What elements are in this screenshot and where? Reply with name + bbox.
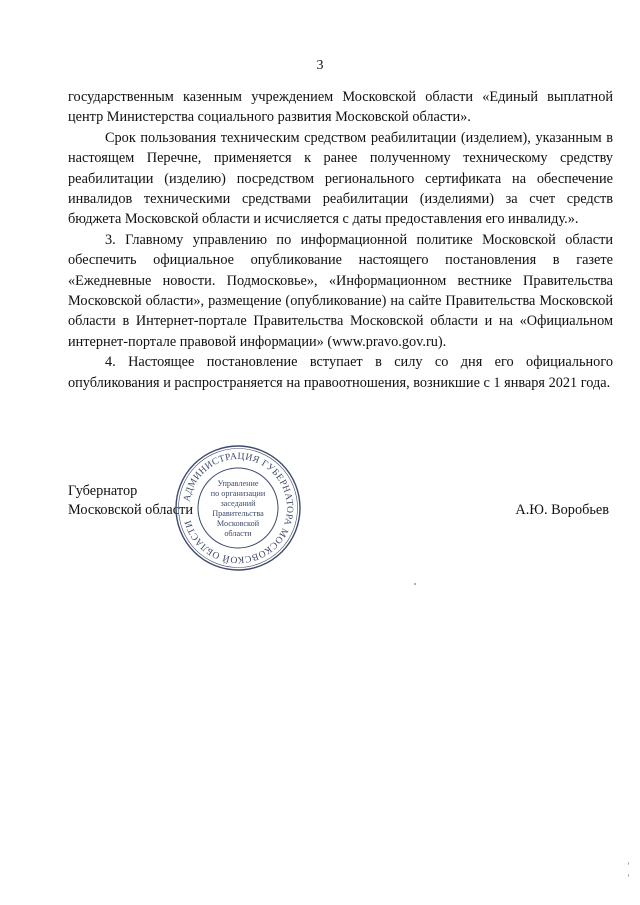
official-seal — [172, 442, 304, 574]
paragraph-publication: 3. Главному управлению по информационной политике Московской области обеспечить официальное опубликование настоящего постановления в газете «Ежедневные новости. Подмосковье», «Информационном вестнике Правительства Московской области», размещение (опубликование) на сайте Правительства Московской области в Интернет-портале Правительства Московской области и на «Официальном интернет-портале правовой информации» (www.pravo.gov.ru). — [68, 231, 613, 350]
seal-ring-text: АДМИНИСТРАЦИЯ ГУБЕРНАТОРА МОСКОВСКОЙ ОБЛАСТИ — [181, 450, 296, 566]
seal-graphic — [172, 442, 304, 574]
seal-outer-ring — [176, 446, 300, 570]
seal-inner-line2: по организации — [210, 489, 266, 498]
signer-title-line2: Московской области — [68, 502, 193, 518]
document-body — [68, 87, 613, 393]
seal-inner-line1: Управление — [217, 479, 259, 488]
paragraph-effective-date: 4. Настоящее постановление вступает в силу со дня его официального опубликования и распространяется на правоотношения, возникшие с 1 января 2021 года. — [68, 354, 613, 391]
paragraph-usage-period: Срок пользования техническим средством реабилитации (изделием), указанным в настоящем Перечне, применяется к ранее полученному техническому средству реабилитации (изделию) посредством регионального сертификата на обеспечение инвалидов техническими средствами реабилитации (изделиями) за счет средств бюджета Московской области и исчисляется с даты предоставления его инвалиду.». — [68, 129, 613, 228]
signature-block — [68, 450, 613, 600]
seal-inner-line5: Московской — [216, 519, 260, 528]
scan-speck — [628, 874, 629, 877]
signer-title-line1: Губернатор — [68, 483, 138, 499]
paragraph-continuation: государственным казенным учреждением Московской области «Единый выплатной центр Министерства социального развития Московской области». — [68, 89, 613, 126]
seal-inner-line4: Правительства — [212, 509, 264, 518]
scan-speck — [628, 862, 629, 865]
seal-inner-line6: области — [224, 529, 252, 538]
page-number: 3 — [316, 58, 324, 73]
signer-name: А.Ю. Воробьев — [515, 502, 609, 518]
scan-speck — [414, 583, 416, 585]
seal-outer-thin-ring — [179, 449, 298, 568]
seal-inner-line3: заседаний — [220, 499, 256, 508]
